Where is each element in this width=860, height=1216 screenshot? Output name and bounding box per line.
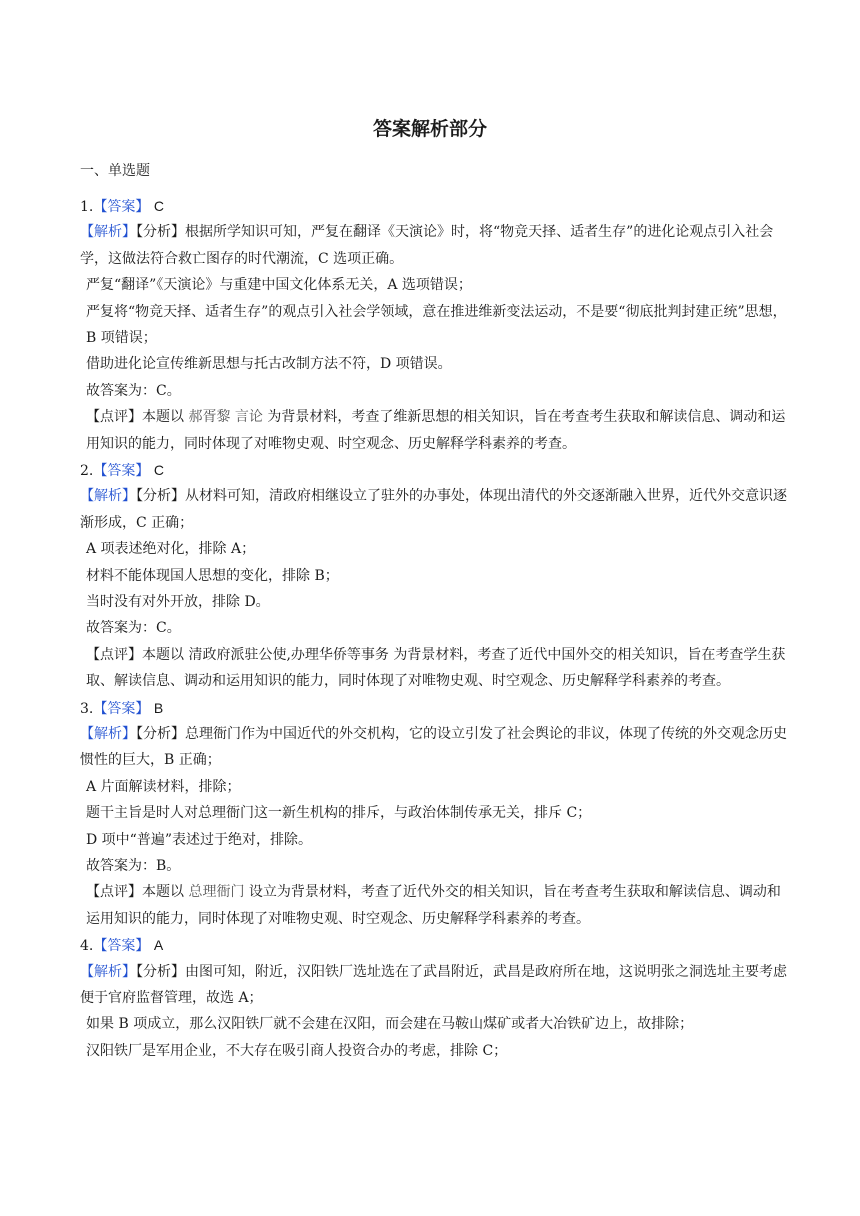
analysis-tag: 【解析】 bbox=[80, 224, 136, 241]
comment-text: 本题以 bbox=[142, 884, 184, 901]
fenxi-tag: 【分析】 bbox=[136, 224, 185, 241]
question-number: 2. bbox=[80, 463, 94, 479]
analysis-paragraph bbox=[80, 219, 792, 272]
comment-material: 清政府派驻公使,办理华侨等事务 bbox=[188, 646, 389, 663]
answer-line bbox=[80, 457, 792, 483]
conclusion-line: 故答案为：C。 bbox=[86, 382, 181, 399]
answer-tag: 【答案】 bbox=[93, 700, 150, 717]
question-number: 1. bbox=[80, 199, 94, 215]
comment-text: 本题以 bbox=[142, 646, 184, 663]
analysis-text: 由图可知，附近，汉阳铁厂选址选在了武昌附近，武昌是政府所在地，这说明张之洞选址主要考虑便于官府监督管理，故选 A； bbox=[80, 963, 787, 1006]
analysis-text: 从材料可知，清政府相继设立了驻外的办事处，体现出清代的外交逐渐融入世界，近代外交意识逐渐形成，C 正确； bbox=[80, 488, 787, 531]
answer-line bbox=[80, 932, 792, 958]
question-number: 4. bbox=[80, 938, 94, 955]
analysis-text: 总理衙门作为中国近代的外交机构，它的设立引发了社会舆论的非议，体现了传统的外交观念历史惯性的巨大，B 正确； bbox=[80, 725, 787, 769]
analysis-paragraph bbox=[80, 483, 792, 536]
option-line: 如果 B 项成立，那么汉阳铁厂就不会建在汉阳，而会建在马鞍山煤矿或者大冶铁矿边上，故排除； bbox=[86, 1016, 694, 1033]
answer-line bbox=[80, 193, 792, 219]
answer-line bbox=[80, 695, 792, 721]
analysis-paragraph bbox=[80, 959, 792, 1012]
question-number: 3. bbox=[80, 700, 94, 717]
option-line: 借助进化论宣传维新思想与托古改制方法不符，D 项错误。 bbox=[86, 356, 452, 373]
option-line: 汉阳铁厂是军用企业，不大存在吸引商人投资合办的考虑，排除 C； bbox=[86, 1042, 508, 1059]
option-line: D 项中“普遍”表述过于绝对，排除。 bbox=[86, 831, 312, 848]
comment-material: 郝胥黎 言论 bbox=[188, 409, 263, 426]
option-line: A 片面解读材料，排除； bbox=[86, 778, 241, 795]
analysis-tag: 【解析】 bbox=[80, 488, 136, 505]
fenxi-tag: 【分析】 bbox=[136, 488, 185, 505]
conclusion-line: 故答案为：C。 bbox=[86, 620, 181, 637]
comment-tag: 【点评】 bbox=[86, 884, 142, 901]
answer-tag: 【答案】 bbox=[93, 938, 150, 955]
answer-tag: 【答案】 bbox=[93, 199, 150, 215]
conclusion-line: 故答案为：B。 bbox=[86, 857, 181, 874]
analysis-paragraph bbox=[80, 721, 792, 774]
answer-value: C bbox=[153, 462, 164, 478]
section-heading: 一、单选题 bbox=[80, 163, 150, 179]
fenxi-tag: 【分析】 bbox=[136, 725, 185, 742]
answer-value: A bbox=[153, 937, 164, 954]
answer-value: B bbox=[153, 699, 164, 716]
comment-tag: 【点评】 bbox=[86, 646, 142, 663]
comment-text: 设立为背景材料，考查了近代外交的相关知识，旨在考查考生获取和解读信息、调动和运用知识的能力，同时体现了对唯物史观、时空观念、历史解释学科素养的考查。 bbox=[86, 884, 781, 927]
option-line: A 项表述绝对化，排除 A； bbox=[86, 541, 256, 558]
comment-text: 为背景材料，考查了维新思想的相关知识，旨在考查考生获取和解读信息、调动和运用知识的能力，同时体现了对唯物史观、时空观念、历史解释学科素养的考查。 bbox=[86, 409, 786, 452]
option-line: 题干主旨是时人对总理衙门这一新生机构的排斥，与政治体制传承无关，排斥 C； bbox=[86, 805, 592, 822]
option-line: 材料不能体现国人思想的变化，排除 B； bbox=[86, 567, 339, 584]
comment-paragraph bbox=[80, 642, 792, 695]
option-line: 当时没有对外开放，排除 D。 bbox=[86, 593, 270, 610]
comment-paragraph bbox=[80, 404, 792, 457]
analysis-tag: 【解析】 bbox=[80, 963, 136, 980]
comment-text: 为背景材料，考查了近代中国外交的相关知识，旨在考查学生获取、解读信息、调动和运用知识的能力，同时体现了对唯物史观、时空观念、历史解释学科素养的考查。 bbox=[86, 646, 786, 690]
analysis-text: 根据所学知识可知，严复在翻译《天演论》时，将“物竞天择、适者生存”的进化论观点引入社会学，这做法符合救亡图存的时代潮流，C 选项正确。 bbox=[80, 224, 774, 267]
analysis-tag: 【解析】 bbox=[80, 725, 136, 742]
option-line: 严复将“物竞天择、适者生存”的观点引入社会学领域，意在推进维新变法运动，不是要“彻底批判封建正统”思想，B 项错误； bbox=[86, 303, 787, 346]
comment-text: 本题以 bbox=[142, 409, 184, 426]
comment-paragraph bbox=[80, 879, 792, 932]
answer-tag: 【答案】 bbox=[93, 463, 150, 479]
comment-material: 总理衙门 bbox=[188, 884, 245, 901]
comment-tag: 【点评】 bbox=[86, 409, 142, 426]
option-line: 严复“翻译”《天演论》与重建中国文化体系无关，A 选项错误； bbox=[86, 277, 472, 294]
answer-list bbox=[80, 193, 792, 1064]
page-title: 答案解析部分 bbox=[372, 118, 487, 140]
answer-value: C bbox=[153, 198, 164, 214]
fenxi-tag: 【分析】 bbox=[136, 963, 185, 980]
